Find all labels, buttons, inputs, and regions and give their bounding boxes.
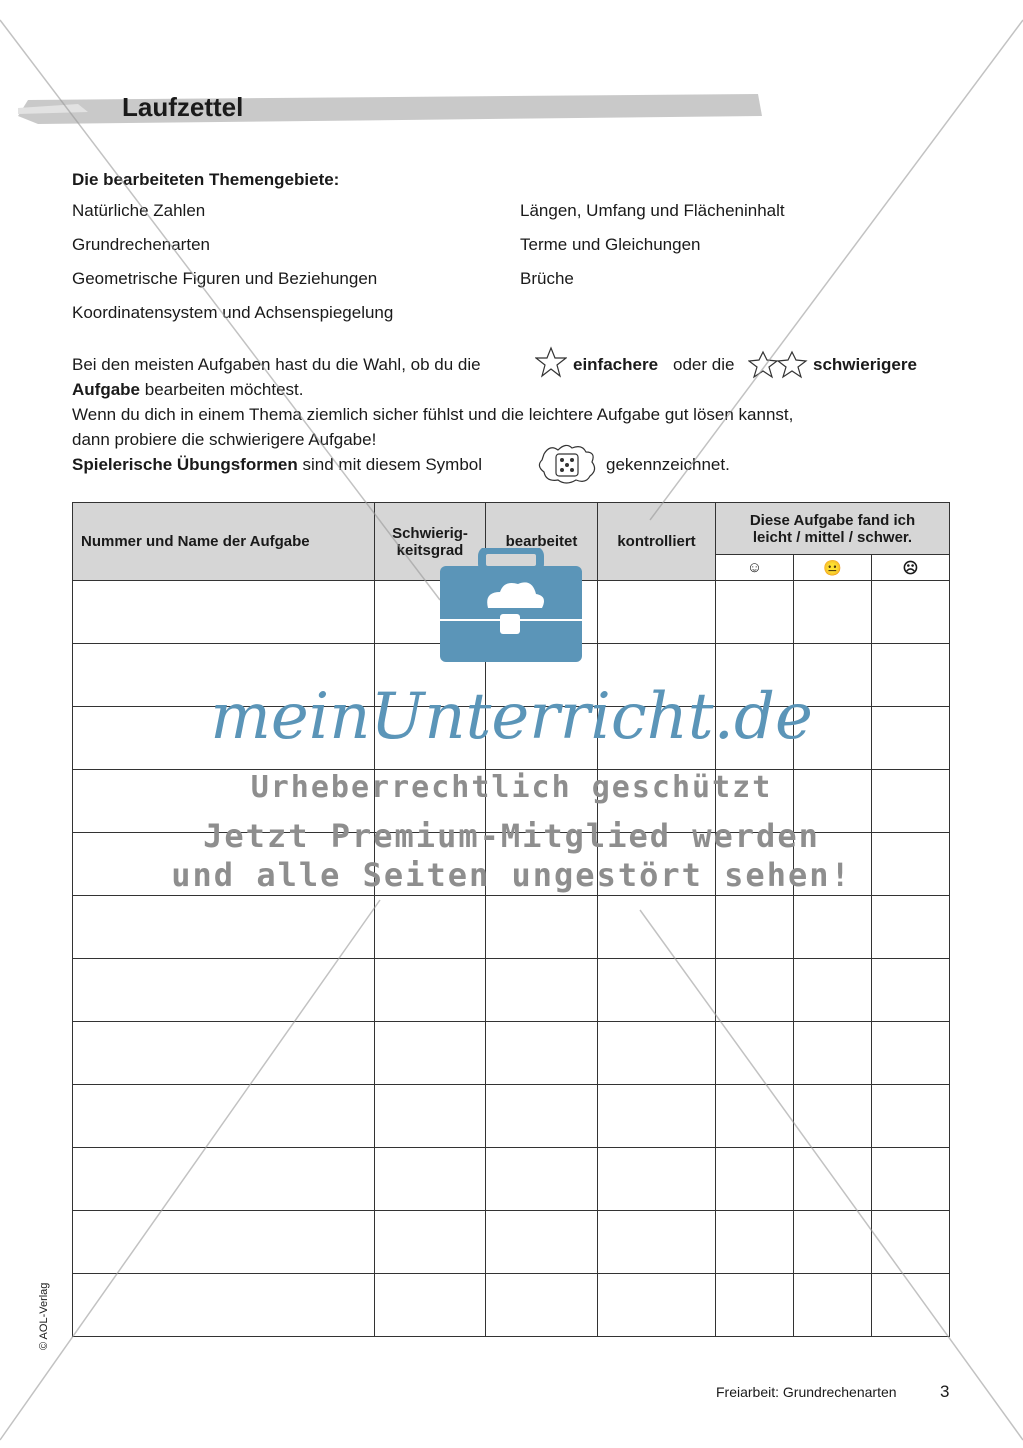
topic-item: Geometrische Figuren und Beziehungen <box>72 269 378 288</box>
intro-easy: einfachere <box>573 355 659 374</box>
col-difficulty: Schwierig- keitsgrad <box>375 503 486 581</box>
smiley-happy-icon: ☺ <box>716 555 794 581</box>
topic-item: Brüche <box>520 269 574 288</box>
topic-item: Koordinatensystem und Achsenspiegelung <box>72 303 394 322</box>
col-rating: Diese Aufgabe fand ich leicht / mittel / schwer. <box>716 503 950 555</box>
smiley-sad-icon: ☹ <box>872 555 950 581</box>
col-task-name: Nummer und Name der Aufgabe <box>73 503 375 581</box>
intro-line-4: dann probiere die schwierigere Aufgabe! <box>72 430 377 449</box>
intro-hard: schwierigere <box>813 355 917 374</box>
topics-heading: Die bearbeiteten Themengebiete: <box>72 170 340 189</box>
watermark-line: Jetzt Premium-Mitglied werden <box>203 817 820 855</box>
watermark-brand: meinUnterricht.de <box>210 680 813 754</box>
topic-item: Längen, Umfang und Flächeninhalt <box>520 201 785 220</box>
footer-title: Freiarbeit: Grundrechenarten <box>716 1384 897 1400</box>
intro-line-5: Spielerische Übungsformen sind mit diesem Symbol <box>72 455 483 474</box>
intro-text: gekennzeichnet. <box>606 455 730 474</box>
copyright: © AOL-Verlag <box>38 1282 50 1350</box>
watermark-line: und alle Seiten ungestört sehen! <box>171 856 852 894</box>
col-checked: kontrolliert <box>598 503 716 581</box>
intro-line-3: Wenn du dich in einem Thema ziemlich sicher fühlst und die leichtere Aufgabe gut lösen kannst, <box>72 405 794 424</box>
topic-item: Natürliche Zahlen <box>72 201 206 220</box>
page-number: 3 <box>940 1382 950 1401</box>
briefcase-cloud-icon <box>438 548 584 664</box>
intro-text: oder die <box>673 355 735 374</box>
smiley-neutral-icon: 😐 <box>794 555 872 581</box>
watermark-line: Urheberrechtlich geschützt <box>250 770 773 805</box>
topic-item: Terme und Gleichungen <box>520 235 701 254</box>
page-title: Laufzettel <box>122 92 244 122</box>
intro-text: Bei den meisten Aufgaben hast du die Wahl, ob du die <box>72 355 481 374</box>
intro-line-2: Aufgabe bearbeiten möchtest. <box>72 380 304 399</box>
topic-item: Grundrechenarten <box>72 235 210 254</box>
col-done: bearbeitet <box>486 503 598 581</box>
